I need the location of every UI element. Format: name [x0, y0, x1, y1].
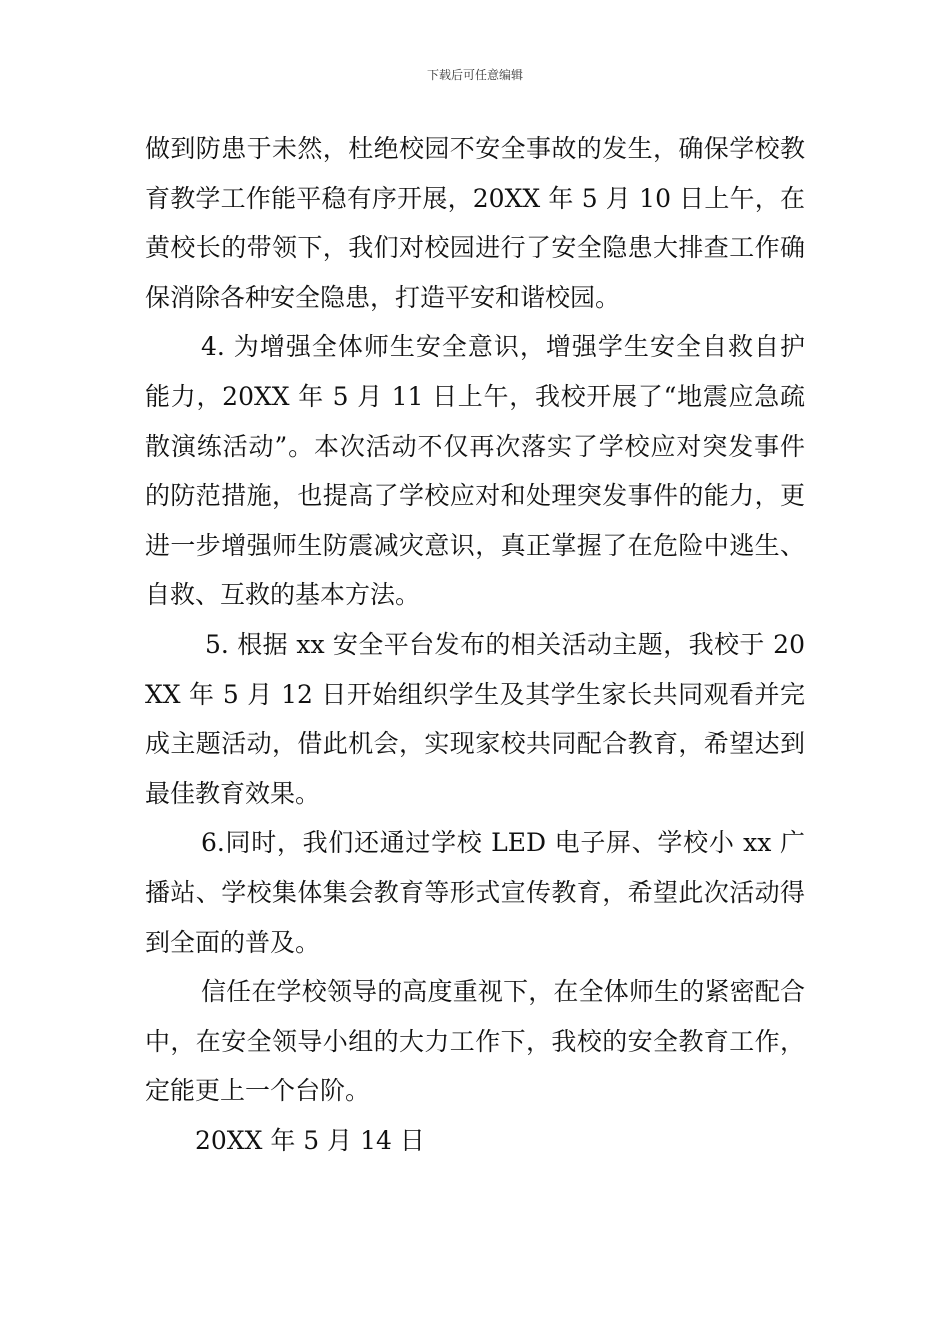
paragraph-item-6: 6.同时，我们还通过学校 LED 电子屏、学校小 xx 广播站、学校集体集会教育等形式宣传教育，希望此次活动得到全面的普及。 [145, 828, 805, 957]
paragraph-item-5: 5. 根据 xx 安全平台发布的相关活动主题，我校于 20XX 年 5 月 12 日开始组织学生及其学生家长共同观看并完成主题活动，借此机会，实现家校共同配合教育，希望达到最佳教育效果。 [145, 629, 805, 808]
document-body [145, 124, 805, 1165]
paragraph-intro-continuation: 做到防患于未然，杜绝校园不安全事故的发生，确保学校教育教学工作能平稳有序开展，20XX 年 5 月 10 日上午，在黄校长的带领下，我们对校园进行了安全隐患大排查工作确保消除各种安全隐患，打造平安和谐校园。 [145, 134, 805, 312]
document-date: 20XX 年 5 月 14 日 [195, 1125, 425, 1155]
paragraph-conclusion: 信任在学校领导的高度重视下，在全体师生的紧密配合中，在安全领导小组的大力工作下，我校的安全教育工作，定能更上一个台阶。 [145, 977, 805, 1106]
page-header-note: 下载后可任意编辑 [426, 68, 523, 82]
paragraph-item-4: 4. 为增强全体师生安全意识，增强学生安全自救自护能力，20XX 年 5 月 11 日上午，我校开展了“地震应急疏散演练活动”。本次活动不仅再次落实了学校应对突发事件的防范措施，也提高了学校应对和处理突发事件的能力，更进一步增强师生防震减灾意识，真正掌握了在危险中逃生、自救、互救的基本方法。 [145, 332, 805, 610]
